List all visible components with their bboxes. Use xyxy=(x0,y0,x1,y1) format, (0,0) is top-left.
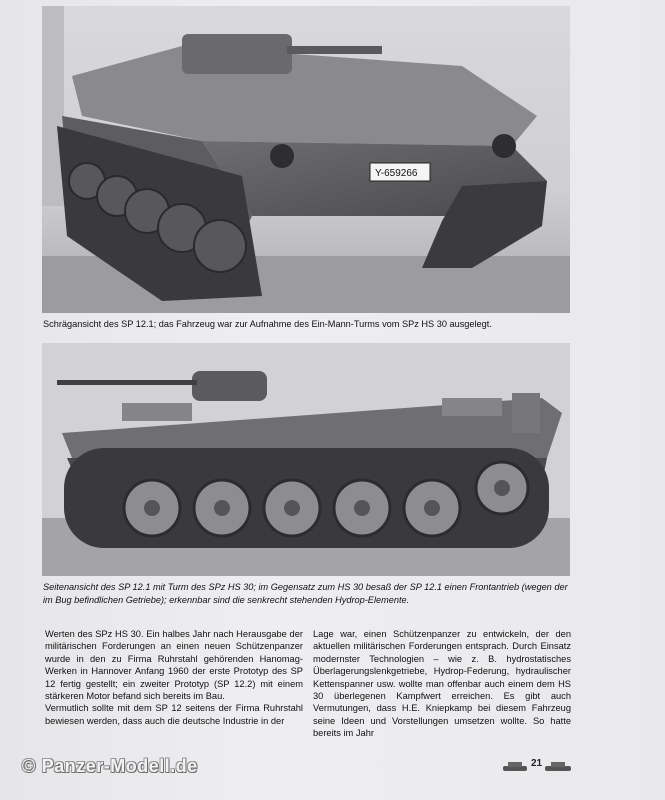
page-number-area xyxy=(503,756,571,774)
tank-oblique-image xyxy=(42,6,570,313)
copyright-symbol: © xyxy=(22,756,36,776)
photo-oblique-view xyxy=(42,6,570,313)
watermark xyxy=(22,756,198,777)
page-number: 21 xyxy=(531,758,543,769)
text-column-right xyxy=(313,628,571,740)
text-column-left xyxy=(45,628,303,727)
left-paragraph-2: Vermutlich sollte mit dem SP 12 seitens der Firma Ruhrstahl bewiesen werden, dass auch die deutsche Industrie in der xyxy=(45,703,303,726)
photo-side-view xyxy=(42,343,570,576)
left-paragraph-1: Werten des SPz HS 30. Ein halbes Jahr nach Herausgabe der militärischen Forderungen an einen neuen Schützenpanzer wurde in den zu Firma Ruhrstahl gehörenden Hanomag-Werken in Hannover Anfang 1960 der erste Prototyp des SP 12 fertig gestellt; ein zweiter Prototyp (SP 12.2) mit einem stärkeren Motor befand sich bereits im Bau. xyxy=(45,629,303,702)
watermark-text: Panzer-Modell.de xyxy=(41,756,198,776)
tank-side-image xyxy=(42,343,570,576)
license-plate: Y-659266 xyxy=(375,168,418,179)
caption-bottom: Seitenansicht des SP 12.1 mit Turm des SPz HS 30; im Gegensatz zum HS 30 besaß der SP 12.1 einen Frontantrieb (wegen der im Bug befindlichen Getriebe); erkennbar sind die senkrecht stehenden Hydrop-Elemente. xyxy=(43,582,568,605)
right-paragraph-1: Lage war, einen Schützenpanzer zu entwickeln, der den aktuellen militärischen Forderungen entsprach. Durch Einsatz modernster Technologien – wie z. B. hydrostatisches Überlagerungslenkgetriebe, Hydrop-Federung, hydraulischer Kettenspanner usw. wollte man offenbar auch einem dem HS 30 überlegenen Kampfwert erreichen. Es gibt auch Vermutungen, dass H.E. Kniepkamp bei diesem Fahrzeug seine Ideen und Vorstellungen umsetzen wollte. So hatte bereits im Jahr xyxy=(313,629,571,739)
caption-top: Schrägansicht des SP 12.1; das Fahrzeug war zur Aufnahme des Ein-Mann-Turms vom SPz HS 30 ausgelegt. xyxy=(43,319,492,329)
